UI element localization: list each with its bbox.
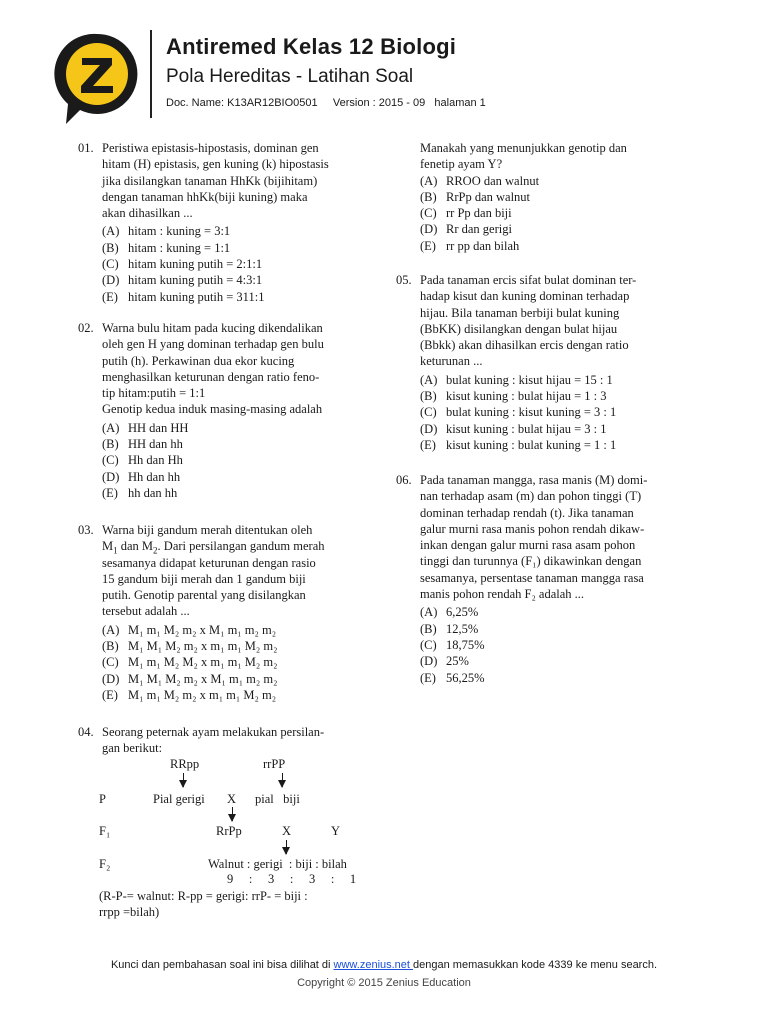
option-e[interactable]: (E) 56,25% [420, 670, 485, 685]
p-right-phenotype: pial biji [255, 792, 300, 806]
text-line: hadap kisut dan kuning dominan terhadap [420, 289, 630, 304]
page-title: Antiremed Kelas 12 Biologi [166, 34, 457, 59]
text-line: $M_1$ dan $M_2$. Dari persilangan gandum merah [102, 539, 325, 556]
arrow-down-icon [286, 840, 287, 854]
text-line: Peristiwa epistasis-hipostasis, dominan gen [102, 141, 319, 155]
text-line: rrpp =bilah) [99, 905, 160, 920]
option-a[interactable]: (A) hitam : kuning = 3:1 [102, 224, 231, 239]
option-c[interactable]: (C) rr Pp dan biji [420, 206, 512, 221]
question-03 [78, 522, 378, 703]
option-a[interactable]: (A) RROO dan walnut [420, 173, 540, 188]
text-line: keturunan ... [420, 354, 483, 369]
question-05 [396, 272, 696, 453]
text-line: Warna bulu hitam pada kucing dikendalikan [102, 321, 323, 335]
question-text [420, 140, 696, 173]
option-b[interactable]: (B) M₁ M₁ M₂ m₂ x m₁ m₁ M₂ m₂ [102, 639, 278, 654]
parent-genotype-left: RRpp [170, 757, 200, 771]
option-c[interactable]: (C) bulat kuning : kisut kuning = 3 : 1 [420, 405, 617, 420]
text-line: (BbKK) disilangkan dengan bulat hijau [420, 321, 618, 336]
question-01 [78, 140, 378, 305]
option-a[interactable]: (A) M₁ m₁ M₂ m₂ x M₁ m₁ m₂ m₂ [102, 622, 277, 637]
text-line: Manakah yang menunjukkan genotip dan [420, 141, 627, 155]
header-divider [150, 30, 152, 118]
f1-y: Y [331, 824, 341, 838]
text-line: putih. Genotip parental yang disilangkan [102, 588, 306, 603]
option-d[interactable]: (D) kisut kuning : bulat hijau = 3 : 1 [420, 421, 607, 436]
question-number: 06. [396, 473, 412, 487]
question-number: 01. [78, 141, 94, 155]
option-d[interactable]: (D) Hh dan hh [102, 469, 181, 484]
text-line: (Bbkk) akan dihasilkan ercis dengan ratio [420, 338, 629, 353]
answer-options [102, 223, 378, 304]
p-left-phenotype: Pial gerigi [153, 792, 205, 806]
question-04-note [78, 888, 378, 921]
option-d[interactable]: (D) M₁ M₁ M₂ m₂ x M₁ m₁ m₂ m₂ [102, 671, 278, 686]
f2-phenotypes: Walnut : gerigi : biji : bilah [208, 857, 347, 871]
f1-cross-x: X [282, 824, 292, 838]
text-line: akan dihasilkan ... [102, 206, 193, 221]
option-e[interactable]: (E) rr pp dan bilah [420, 238, 520, 253]
parent-genotype-right: rrPP [263, 757, 286, 771]
text-line: jika disilangkan tanaman HhKk (bijihitam) [102, 173, 318, 188]
option-c[interactable]: (C) hitam kuning putih = 2:1:1 [102, 257, 263, 272]
arrow-down-icon [183, 773, 184, 787]
option-a[interactable]: (A) HH dan HH [102, 420, 189, 435]
text-line: sesamanya didapat keturunan dengan rasio [102, 555, 316, 570]
answer-options [420, 372, 696, 453]
answer-options [420, 604, 696, 685]
option-e[interactable]: (E) hitam kuning putih = 311:1 [102, 289, 265, 304]
option-c[interactable]: (C) 18,75% [420, 637, 485, 652]
text-line: putih (h). Perkawinan dua ekor kucing [102, 353, 295, 368]
option-d[interactable]: (D) hitam kuning putih = 4:3:1 [102, 273, 263, 288]
text-line: menghasilkan keturunan dengan ratio feno- [102, 369, 320, 384]
arrow-down-icon [232, 807, 233, 821]
question-number: 02. [78, 321, 94, 335]
page-subtitle: Pola Hereditas - Latihan Soal [166, 66, 414, 87]
f1-genotype: RrPp [216, 824, 242, 838]
text-line: fenetip ayam Y? [420, 157, 503, 172]
option-b[interactable]: (B) kisut kuning : bulat hijau = 1 : 3 [420, 389, 607, 404]
footer-note: Kunci dan pembahasan soal ini bisa dilihat di www.zenius.net dengan memasukkan kode 4339 ke menu search. [110, 959, 658, 971]
text-line: inkan dengan galur murni rasa asam pohon [420, 538, 636, 553]
text-line: Genotip kedua induk masing-masing adalah [102, 402, 323, 417]
option-e[interactable]: (E) kisut kuning : bulat kuning = 1 : 1 [420, 437, 617, 452]
question-text [102, 724, 378, 757]
f2-ratio: 9 : 3 : 3 : 1 [227, 872, 357, 886]
question-04 [78, 724, 378, 757]
text-line: tinggi dan turunnya (F₁) dikawinkan dengan [420, 554, 642, 569]
zenius-link[interactable]: www.zenius.net [333, 959, 414, 971]
question-text [420, 272, 696, 370]
question-text [102, 320, 378, 418]
arrow-down-icon [282, 773, 283, 787]
question-number: 03. [78, 523, 94, 537]
f2-label: F₂ [99, 857, 111, 871]
answer-options [102, 420, 378, 501]
text-line: dominan terhadap rendah (t). Jika tanaman [420, 505, 634, 520]
option-c[interactable]: (C) M₁ m₁ M₂ M₂ x m₁ m₁ M₂ m₂ [102, 655, 278, 670]
text-line: hitam (H) epistasis, gen kuning (k) hipostasis [102, 157, 329, 172]
p-cross-x: X [227, 792, 237, 806]
copyright: Copyright © 2015 Zenius Education [297, 977, 471, 989]
answer-options [102, 622, 378, 703]
text-line: manis pohon rendah F₂ adalah ... [420, 587, 585, 602]
option-e[interactable]: (E) hh dan hh [102, 485, 178, 500]
f1-label: F₁ [99, 824, 111, 838]
text-line: nan terhadap asam (m) dan pohon tinggi (T) [420, 489, 642, 504]
text-line: 15 gandum biji merah dan 1 gandum biji [102, 571, 306, 586]
option-e[interactable]: (E) M₁ m₁ M₂ m₂ x m₁ m₁ M₂ m₂ [102, 687, 277, 702]
question-02 [78, 320, 378, 501]
option-b[interactable]: (B) RrPp dan walnut [420, 189, 531, 204]
option-a[interactable]: (A) bulat kuning : kisut hijau = 15 : 1 [420, 372, 613, 387]
text-line: Pada tanaman mangga, rasa manis (M) domi- [420, 473, 648, 487]
text-line: (R-P-= walnut: R-pp = gerigi: rrP- = biji : [99, 889, 308, 903]
question-text [420, 472, 696, 602]
question-number: 05. [396, 273, 412, 287]
text-line: oleh gen H yang dominan terhadap gen bulu [102, 337, 324, 352]
text-line: Warna biji gandum merah ditentukan oleh [102, 523, 313, 537]
text-line: galur murni rasa manis pohon rendah dikaw- [420, 521, 645, 536]
option-b[interactable]: (B) 12,5% [420, 621, 479, 636]
option-b[interactable]: (B) HH dan hh [102, 437, 183, 452]
question-number: 04. [78, 725, 94, 739]
option-d[interactable]: (D) 25% [420, 654, 469, 669]
option-d[interactable]: (D) Rr dan gerigi [420, 222, 512, 237]
text-line: Pada tanaman ercis sifat bulat dominan ter- [420, 273, 637, 287]
text-line: Seorang peternak ayam melakukan persilan- [102, 725, 325, 739]
doc-info: Doc. Name: K13AR12BIO0501 Version : 2015 - 09 halaman 1 [166, 97, 486, 109]
question-06 [396, 472, 696, 686]
text-line: dengan tanaman hhKk(biji kuning) maka [102, 189, 308, 204]
question-text [102, 522, 378, 620]
text-line: sesamanya, persentase tanaman mangga rasa [420, 570, 644, 585]
text-line: gan berikut: [102, 741, 163, 756]
option-a[interactable]: (A) 6,25% [420, 605, 479, 620]
text-line: tip hitam:putih = 1:1 [102, 386, 206, 401]
question-text [102, 140, 378, 221]
zenius-logo [52, 30, 142, 125]
text-line: tersebut adalah ... [102, 604, 190, 619]
answer-options [420, 173, 696, 254]
question-04-continued [396, 140, 696, 254]
option-b[interactable]: (B) hitam : kuning = 1:1 [102, 240, 231, 255]
p-label: P [99, 792, 106, 806]
text-line: hijau. Bila tanaman berbiji bulat kuning [420, 305, 620, 320]
option-c[interactable]: (C) Hh dan Hh [102, 453, 183, 468]
